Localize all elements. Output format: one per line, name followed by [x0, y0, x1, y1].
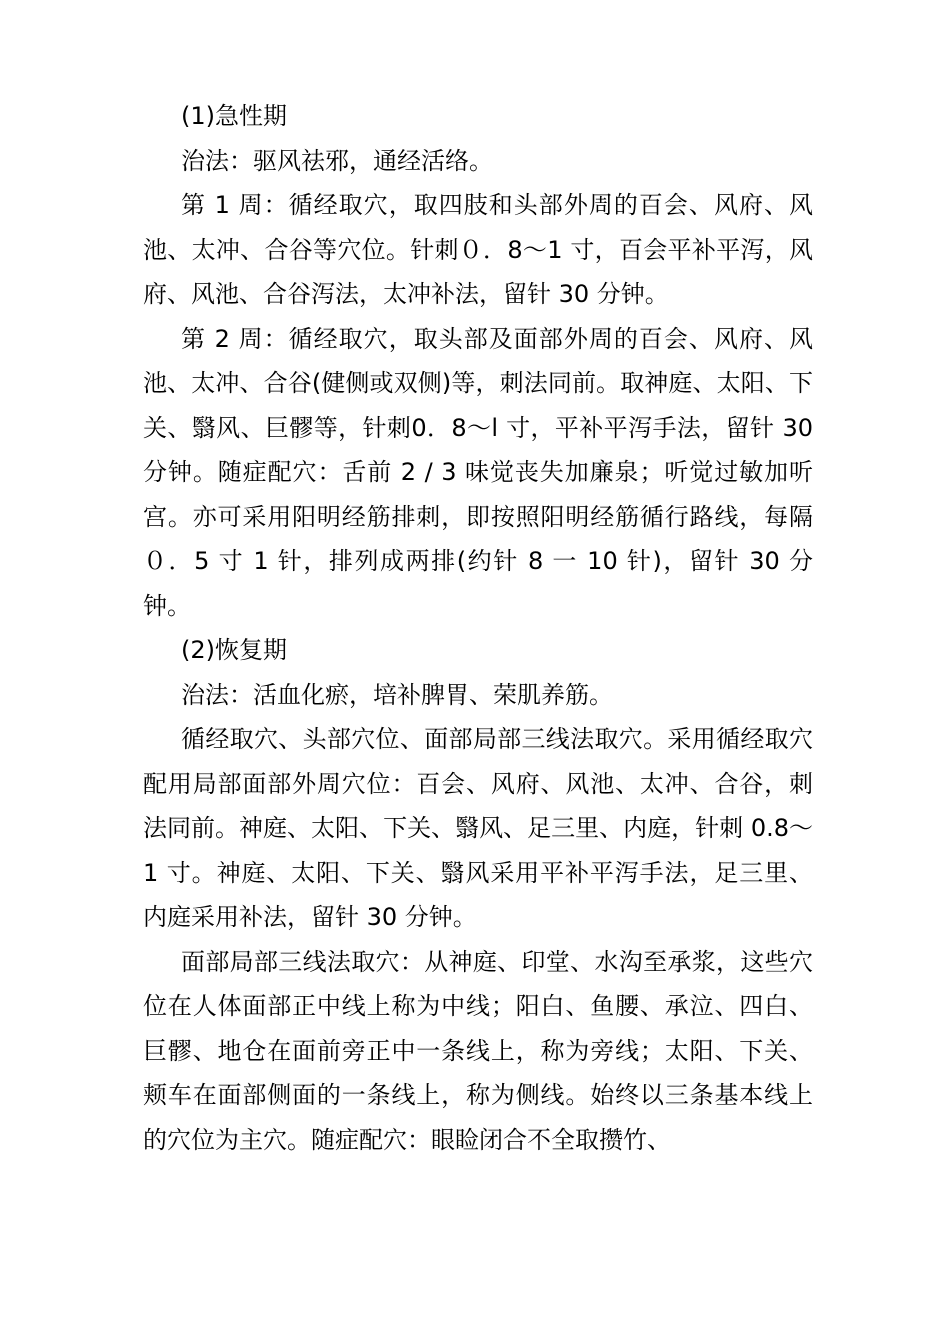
paragraph-recovery-treatment-principle: 治法：活血化瘀，培补脾胃、荣肌养筋。: [181, 680, 613, 709]
document-body: [143, 94, 813, 1162]
paragraph-recovery-acupoints: 循经取穴、头部穴位、面部局部三线法取穴。采用循经取穴配用局部面部外周穴位：百会、风府、风池、太冲、合谷，刺法同前。神庭、太阳、下关、翳风、足三里、内庭，针刺 0.8～1 寸。神庭、太阳、下关、翳风采用平补平泻手法，足三里、内庭采用补法，留针 30 分钟。: [143, 725, 813, 931]
paragraph-acute-treatment-principle: 治法：驱风祛邪，通经活络。: [181, 146, 493, 175]
paragraph-recovery-phase-heading: (2)恢复期: [181, 636, 287, 664]
paragraph-week-2: 第 2 周：循经取穴，取头部及面部外周的百会、风府、风池、太冲、合谷(健侧或双侧)等，刺法同前。取神庭、太阳、下关、翳风、巨髎等，针刺0．8～l 寸，平补平泻手法，留针 30 分钟。随症配穴：舌前 2 / 3 味觉丧失加廉泉；听觉过敏加听宫。亦可采用阳明经筋排刺，即按照阳明经筋循行路线，每隔０．5 寸 1 针，排列成两排(约针 8 一 10 针)，留针 30 分钟。: [143, 324, 813, 620]
paragraph-three-line-method: 面部局部三线法取穴：从神庭、印堂、水沟至承浆，这些穴位在人体面部正中线上称为中线；阳白、鱼腰、承泣、四白、巨髎、地仓在面前旁正中一条线上，称为旁线；太阳、下关、颊车在面部侧面的一条线上，称为侧线。始终以三条基本线上的穴位为主穴。随症配穴：眼睑闭合不全取攒竹、: [143, 947, 813, 1154]
paragraph-week-1: 第 1 周：循经取穴，取四肢和头部外周的百会、风府、风池、太冲、合谷等穴位。针刺０．8～1 寸，百会平补平泻，风府、风池、合谷泻法，太冲补法，留针 30 分钟。: [143, 191, 813, 308]
paragraph-acute-phase-heading: (1)急性期: [181, 102, 287, 130]
